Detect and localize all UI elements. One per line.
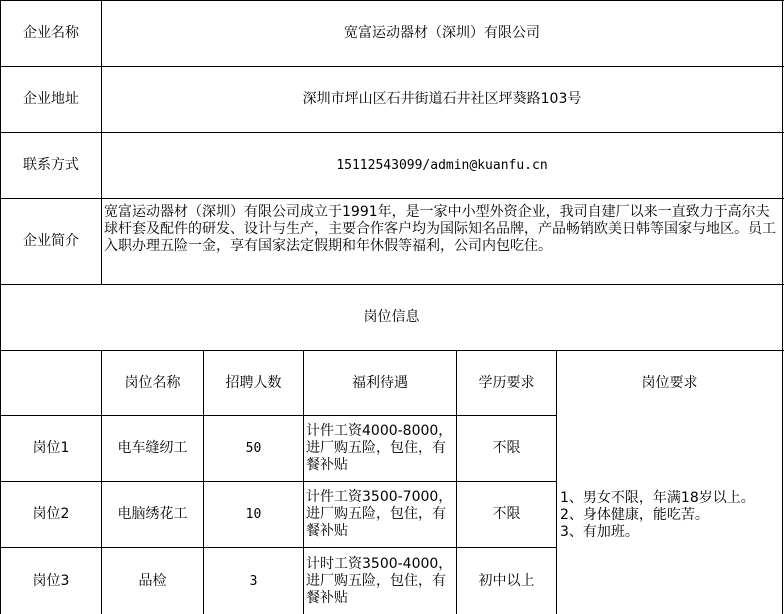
company-name-label: 企业名称 [23, 25, 79, 41]
jobs-section-title: 岗位信息 [363, 309, 420, 325]
requirement-line: 3、有加班。 [560, 523, 639, 540]
company-contact-value: 15112543099/admin@kuanfu.cn [336, 158, 548, 173]
job-row-education: 不限 [492, 440, 521, 456]
job-row-count: 50 [245, 441, 262, 456]
job-row-label: 岗位2 [32, 506, 70, 522]
header-count: 招聘人数 [225, 374, 282, 391]
job-row-benefits: 计件工资3500-7000，进厂购五险，包住，有餐补贴 [306, 489, 453, 539]
job-row-label: 岗位1 [32, 440, 70, 456]
company-intro-value: 宽富运动器材（深圳）有限公司成立于1991年，是一家中小型外资企业，我司自建厂以来一直致力于高尔夫球杆套及配件的研发、设计与生产，主要合作客户均为国际知名品牌，产品畅销欧美日韩等国家与地区。员工入职办理五险一金，享有国家法定假期和年休假等福利，公司内包吃住。 [104, 204, 776, 254]
job-row-name: 电脑绣花工 [117, 506, 188, 522]
job-row-benefits: 计时工资3500-4000，进厂购五险，包住，有餐补贴 [306, 555, 453, 606]
job-row-name: 品检 [138, 572, 167, 589]
job-row-benefits: 计件工资4000-8000，进厂购五险，包住，有餐补贴 [306, 423, 453, 473]
header-name: 岗位名称 [124, 374, 181, 391]
job-row-label: 岗位3 [32, 572, 70, 589]
company-address-label: 企业地址 [23, 91, 79, 107]
job-row-count: 10 [245, 507, 262, 522]
job-row-name: 电车缝纫工 [117, 440, 188, 456]
requirement-line: 1、男女不限，年满18岁以上。 [560, 489, 755, 506]
header-benefits: 福利待遇 [352, 374, 408, 391]
job-requirements [557, 416, 782, 614]
job-row-education: 初中以上 [478, 572, 535, 589]
job-row-education: 不限 [492, 506, 521, 522]
company-intro-label: 企业简介 [23, 233, 79, 249]
header-education: 学历要求 [478, 374, 535, 391]
company-name-value: 宽富运动器材（深圳）有限公司 [344, 25, 540, 41]
company-address-value: 深圳市坪山区石井街道石井社区坪葵路103号 [302, 91, 582, 107]
job-row-count: 3 [249, 573, 258, 589]
header-requirements: 岗位要求 [641, 374, 698, 391]
company-contact-label: 联系方式 [23, 157, 79, 173]
requirement-line: 2、身体健康，能吃苦。 [560, 506, 709, 523]
